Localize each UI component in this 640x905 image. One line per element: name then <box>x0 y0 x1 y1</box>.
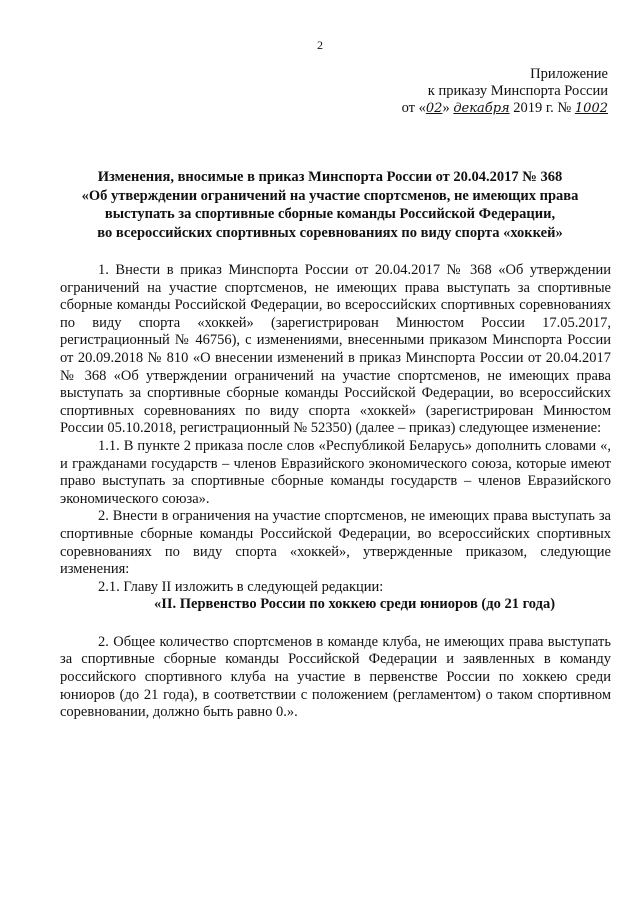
order-number: 1002 <box>574 101 608 116</box>
date-day: 02 <box>425 101 443 116</box>
paragraph-1: 1. Внести в приказ Минспорта России от 20.04.2017 № 368 «Об утверждении ограничений на участие спортсменов, не имеющих права выступать за спортивные сборные команды Российской Федерации, во всероссийских спортивных соревнованиях по виду спорта «хоккей» (зарегистрирован Минюстом России 17.05.2017, регистрационный № 46756), с изменениями, внесенными приказом Минспорта России от 20.09.2018 № 810 «О внесении изменений в приказ Минспорта России от 20.04.2017 № 368 «Об утверждении ограничений на участие спортсменов, не имеющих права выступать за спортивные сборные команды Российской Федерации, во всероссийских спортивных соревнованиях по виду спорта «хоккей» (зарегистрирован Минюстом России 05.10.2018, регистрационный № 52350) (далее – приказ) следующее изменение: <box>60 262 611 437</box>
title-line-2: «Об утверждении ограничений на участие спортсменов, не имеющих права <box>81 187 579 204</box>
date-year: 2019 г. № <box>509 100 575 116</box>
date-prefix: от « <box>401 100 426 116</box>
title-line-3: выступать за спортивные сборные команды Российской Федерации, <box>104 206 556 222</box>
page-number: 2 <box>317 38 323 52</box>
document-title <box>60 168 600 242</box>
chapter-heading: «II. Первенство России по хоккею среди юниоров (до 21 года) <box>153 596 556 613</box>
paragraph-1-1: 1.1. В пункте 2 приказа после слов «Республикой Беларусь» дополнить словами «, и гражданами государств – членов Евразийского экономического союза, которые имеют право выступать за спортивные сборные команды государств – членов Евразийского экономического союза». <box>60 437 611 507</box>
title-line-4: во всероссийских спортивных соревнованиях по виду спорта «хоккей» <box>97 224 563 241</box>
appendix-order-ref: к приказу Минспорта России <box>427 83 608 99</box>
paragraph-new-2: 2. Общее количество спортсменов в команде клуба, не имеющих права выступать за спортивные сборные команды Российской Федерации и заявленных в команду российского спортивного клуба на участие в первенстве России по хоккею среди юниоров (до 21 года), в соответствии с положением (регламентом) о таком спортивном соревновании, должно быть равно 0.». <box>60 633 611 721</box>
date-separator: » <box>442 100 450 116</box>
paragraph-2-1: 2.1. Главу II изложить в следующей редакции: <box>98 578 384 595</box>
appendix-header <box>388 66 608 117</box>
document-body <box>60 262 611 722</box>
paragraph-2: 2. Внести в ограничения на участие спортсменов, не имеющих права выступать за спортивные сборные команды Российской Федерации, во всероссийских спортивных соревнованиях по виду спорта «хоккей», утвержденные приказом, следующие изменения: <box>60 508 611 578</box>
appendix-date-line <box>388 100 608 117</box>
date-month: декабря <box>453 101 510 116</box>
title-line-1: Изменения, вносимые в приказ Минспорта России от 20.04.2017 № 368 <box>97 169 563 185</box>
appendix-label: Приложение <box>530 66 608 82</box>
